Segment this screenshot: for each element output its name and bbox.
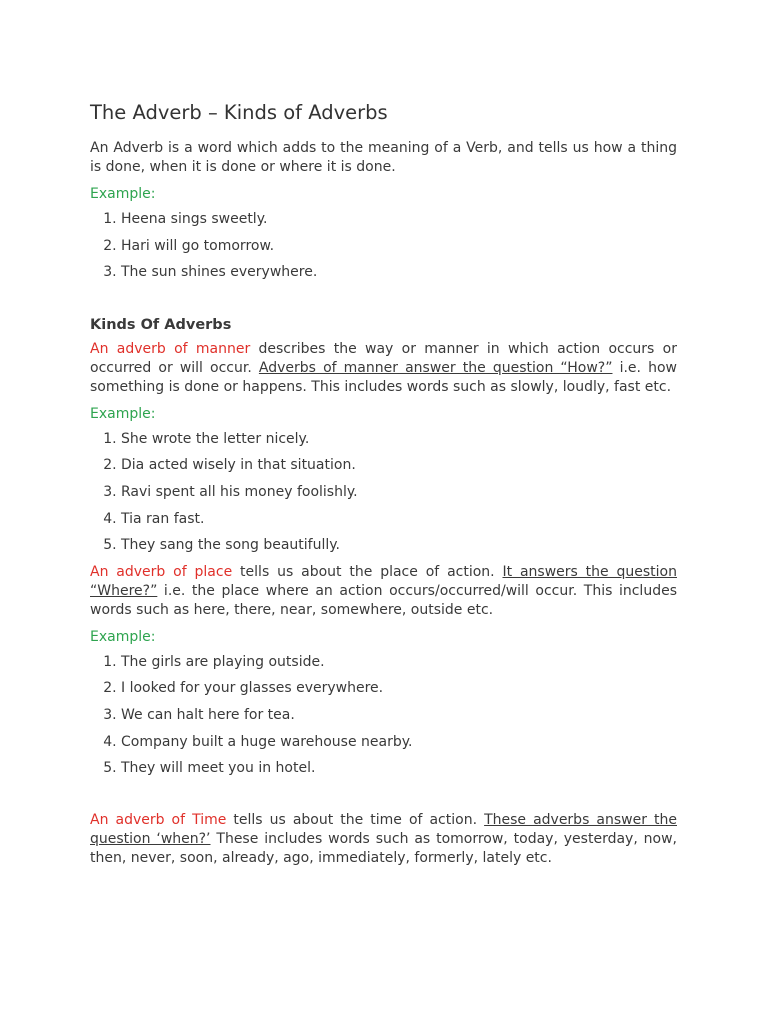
example-label: Example:	[90, 628, 156, 645]
place-paragraph	[90, 563, 677, 620]
document-page	[90, 98, 677, 868]
example-label: Example:	[90, 405, 156, 422]
manner-text: describes the way or manner in which action occurs or occurred or will occur.	[90, 340, 677, 376]
list-item: 5. They will meet you in hotel.	[121, 759, 677, 778]
list-item: 1. She wrote the letter nicely.	[121, 430, 677, 449]
list-item: 4. Tia ran fast.	[121, 510, 677, 529]
page-title: The Adverb – Kinds of Adverbs	[90, 101, 388, 124]
place-examples-list	[90, 653, 677, 778]
intro-paragraph: An Adverb is a word which adds to the meaning of a Verb, and tells us how a thing is done, when it is done or where it is done.	[90, 140, 677, 175]
list-item: 1. Heena sings sweetly.	[121, 210, 677, 229]
time-underlined: These adverbs answer the question ‘when?’	[90, 811, 677, 847]
list-item: 2. Dia acted wisely in that situation.	[121, 456, 677, 475]
kinds-heading: Kinds Of Adverbs	[90, 316, 232, 333]
place-text-2: i.e. the place where an action occurs/occurred/will occur. This includes words such as here, there, near, somewhere, outside etc.	[90, 582, 677, 618]
list-item: 1. The girls are playing outside.	[121, 653, 677, 672]
list-item: 3. Ravi spent all his money foolishly.	[121, 483, 677, 502]
manner-term: An adverb of manner	[90, 340, 251, 357]
manner-paragraph	[90, 340, 677, 397]
manner-underlined: Adverbs of manner answer the question “How?”	[258, 359, 613, 376]
list-item: 3. The sun shines everywhere.	[121, 263, 677, 282]
place-term: An adverb of place	[90, 563, 233, 580]
time-paragraph	[90, 811, 677, 868]
list-item: 2. Hari will go tomorrow.	[121, 237, 677, 256]
list-item: 3. We can halt here for tea.	[121, 706, 677, 725]
time-text-2: These includes words such as tomorrow, today, yesterday, now, then, never, soon, already, ago, immediately, formerly, lately etc.	[90, 830, 677, 866]
list-item: 2. I looked for your glasses everywhere.	[121, 679, 677, 698]
intro-examples-list	[90, 210, 677, 282]
manner-examples-list	[90, 430, 677, 555]
time-term: An adverb of Time	[90, 811, 227, 828]
manner-text-2: i.e. how something is done or happens. This includes words such as slowly, loudly, fast etc.	[90, 359, 677, 395]
place-text: tells us about the place of action.	[232, 563, 503, 580]
list-item: 5. They sang the song beautifully.	[121, 536, 677, 555]
time-text: tells us about the time of action.	[226, 811, 485, 828]
place-underlined: It answers the question “Where?”	[90, 563, 677, 599]
list-item: 4. Company built a huge warehouse nearby.	[121, 733, 677, 752]
example-label: Example:	[90, 186, 156, 202]
